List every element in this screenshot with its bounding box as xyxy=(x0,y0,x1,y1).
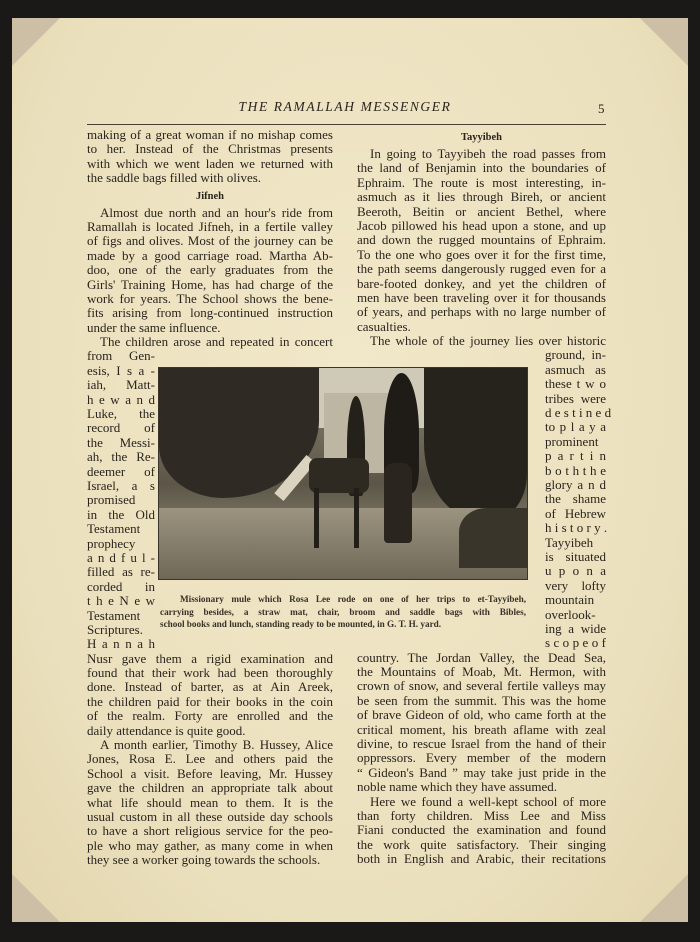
caption-line: carrying besides, a straw mat, chair, broom and saddle bags with Bibles, xyxy=(160,606,526,617)
text-line: Testament xyxy=(87,607,141,623)
photo-corner-mount xyxy=(12,874,60,922)
text-line: gave the children an appropriate talk about xyxy=(87,780,333,796)
text-line: of brave Gideon of old, who came forth at the xyxy=(357,707,606,723)
text-line: doo, one of the early graduates from the xyxy=(87,262,333,278)
text-line: men have been traveling over it for thousands xyxy=(357,289,606,305)
text-line: the children paid for their books in the coin xyxy=(87,693,333,709)
caption-line: school books and lunch, standing ready to be mounted, in G. T. H. yard. xyxy=(160,619,442,629)
paragraph xyxy=(87,128,333,186)
text-line: ing a wide xyxy=(545,620,606,636)
text-line: record of xyxy=(87,420,155,436)
paragraph xyxy=(87,652,333,738)
text-line: country. The Jordan Valley, the Dead Sea, xyxy=(357,649,606,665)
paragraph xyxy=(87,335,333,349)
text-line: “ Gideon's Band ” may take just pride in the xyxy=(357,764,606,780)
text-line: bare-footed donkey, and yet the children of xyxy=(357,275,606,291)
photo-caption xyxy=(160,593,526,631)
text-line: s c o p e o f xyxy=(545,635,606,651)
section-heading: Tayyibeh xyxy=(460,132,503,143)
text-line: H a n n a h xyxy=(87,636,155,652)
text-line: to p l a y a xyxy=(545,419,606,435)
text-line: Jones, Rosa E. Lee and others paid the xyxy=(87,751,333,767)
text-line: Nusr gave them a rigid examination and xyxy=(87,650,333,666)
text-line: The whole of the journey lies over historic xyxy=(370,333,606,349)
text-line: what life should mean to them. It is the xyxy=(87,794,333,810)
text-line: to have a short religious service for the peo- xyxy=(87,823,333,839)
text-line: The children arose and repeated in concert xyxy=(100,334,333,350)
text-line: Testament xyxy=(87,521,141,537)
photo-corner-mount xyxy=(12,18,60,66)
text-line: promised xyxy=(87,492,136,508)
text-line: to her. Instead of the Christmas presents xyxy=(87,141,333,157)
text-line: a n d f u l - xyxy=(87,549,155,565)
text-line: esis, I s a - xyxy=(87,362,155,378)
text-line: glory a n d xyxy=(545,476,606,492)
photo-corner-mount xyxy=(640,874,688,922)
text-line: in the Old xyxy=(87,506,155,522)
text-line: they see a worker going towards the schools. xyxy=(87,852,321,868)
paragraph xyxy=(87,738,333,868)
text-line: u p o n a xyxy=(545,563,606,579)
text-line: Almost due north and an hour's ride from xyxy=(100,204,333,220)
text-line: the land of Benjamin into the boundaries of xyxy=(357,160,606,176)
text-line: the Messi- xyxy=(87,434,155,450)
text-line: h i s t o r y . xyxy=(545,520,608,536)
header-rule xyxy=(87,124,606,125)
paragraph xyxy=(357,795,606,867)
text-line: asmuch as xyxy=(545,361,606,377)
text-line: crown of snow, and several fertile valleys may xyxy=(357,678,606,694)
text-line: Israel, a s xyxy=(87,477,155,493)
text-line: critical moment, his breath aflame with zeal xyxy=(357,721,606,737)
text-line: is situated xyxy=(545,548,606,564)
text-line: found that their work had been thoroughly xyxy=(87,665,333,681)
text-line: the saddle bags filled with olives. xyxy=(87,170,262,186)
text-line: b o t h t h e xyxy=(545,462,606,478)
text-line: making of a great woman if no mishap comes xyxy=(87,127,333,142)
text-line: In going to Tayyibeh the road passes from xyxy=(370,146,606,161)
text-line: daily attendance is quite good. xyxy=(87,722,246,738)
text-line: of the realm. Forty are enrolled and the xyxy=(87,708,333,724)
text-line: Here we found a well-kept school of more xyxy=(370,793,606,809)
text-line: noble name which they have assumed. xyxy=(357,779,557,795)
text-line: corded in xyxy=(87,578,155,594)
text-line: of Hebrew xyxy=(545,505,606,521)
paragraph xyxy=(87,206,333,336)
caption-line: Missionary mule which Rosa Lee rode on one of her trips to et-Tayyibeh, xyxy=(180,594,526,604)
text-line: oppressors. Every member of the modern xyxy=(357,750,606,766)
text-line: Luke, the xyxy=(87,406,155,422)
text-line: usual custom in all these outside day schools xyxy=(87,808,333,824)
text-line: be seen from the summit. This was the home xyxy=(357,692,606,708)
text-line: of figs and olives. Most of the journey can be xyxy=(87,233,333,249)
text-line: work for years. The School shows the bene- xyxy=(87,290,333,306)
text-line: School a visit. Before leaving, Mr. Hussey xyxy=(87,765,333,781)
text-line: overlook- xyxy=(545,606,596,622)
text-line: and down the rugged mountains of Ephraim. xyxy=(357,232,606,248)
text-line: p a r t i n xyxy=(545,448,606,464)
text-line: iah, Matt- xyxy=(87,377,155,393)
text-line: done. Instead of barter, as at Ain Areek, xyxy=(87,679,333,695)
paragraph xyxy=(357,651,606,795)
text-line: ground, in- xyxy=(545,347,606,363)
text-line: Tayyibeh xyxy=(545,534,594,550)
text-line: both in English and Arabic, their recitations xyxy=(357,851,606,867)
text-line: the Mountains of Moab, Mt. Hermon, with xyxy=(357,664,606,680)
text-line: mountain xyxy=(545,592,595,608)
text-line: Girls' Training Home, has had charge of the xyxy=(87,276,333,292)
photo-corner-mount xyxy=(640,18,688,66)
text-line: asmuch as it lies through Bireh, or ancient xyxy=(357,189,606,205)
section-heading: Jifneh xyxy=(195,190,224,202)
photograph-missionary-mule xyxy=(158,367,528,580)
text-line: ah, the Re- xyxy=(87,449,155,465)
text-line: Fiani conducted the examination and found xyxy=(357,822,606,838)
text-line: To the one who goes over it for the first time, xyxy=(357,246,606,262)
text-line: prophecy xyxy=(87,535,136,551)
text-line: the shame xyxy=(545,491,606,507)
text-line: under the same influence. xyxy=(87,319,221,335)
text-line: the work quite satisfactory. Their singing xyxy=(357,836,606,852)
text-line: Beeroth, Beitin or ancient Bethel, where xyxy=(357,203,606,219)
text-line: fits arising from long-continued instruction xyxy=(87,305,333,321)
text-line: d e s t i n e d xyxy=(545,405,612,421)
text-line: with which we went laden we returned with xyxy=(87,155,333,171)
text-line: than forty children. Miss Lee and Miss xyxy=(357,807,606,823)
text-line: A month earlier, Timothy B. Hussey, Alice xyxy=(100,737,333,753)
text-line: Scriptures. xyxy=(87,621,143,637)
text-line: Jacob pillowed his head upon a stone, and up xyxy=(357,217,606,233)
text-line: of years, and perhaps with no large number of xyxy=(357,304,606,320)
text-line: t h e N e w xyxy=(87,593,155,609)
paragraph xyxy=(357,147,606,334)
text-line: these t w o xyxy=(545,376,606,392)
text-line: h e w a n d xyxy=(87,391,155,407)
text-line: very lofty xyxy=(545,577,606,593)
text-line: the path seems dangerously rugged even for a xyxy=(357,261,606,277)
text-line: divine, to rescue Israel from the hand of their xyxy=(357,736,606,752)
running-header-title: THE RAMALLAH MESSENGER xyxy=(238,99,452,114)
text-line: from Gen- xyxy=(87,348,155,364)
text-line: casualties. xyxy=(357,318,411,334)
text-line: prominent xyxy=(545,433,599,449)
paragraph xyxy=(357,334,606,348)
text-line: Ephraim. The route is most interesting, in- xyxy=(357,174,606,190)
text-line: made by a good carriage road. Martha Ab- xyxy=(87,247,333,263)
page-number: 5 xyxy=(598,101,605,116)
text-line: deemer of xyxy=(87,463,155,479)
text-line: tribes were xyxy=(545,390,606,406)
text-line: Ramallah is located Jifneh, in a fertile valley xyxy=(87,218,333,234)
text-line: ple who may gather, as many come in when xyxy=(87,837,333,853)
text-line: filled as re- xyxy=(87,564,155,580)
